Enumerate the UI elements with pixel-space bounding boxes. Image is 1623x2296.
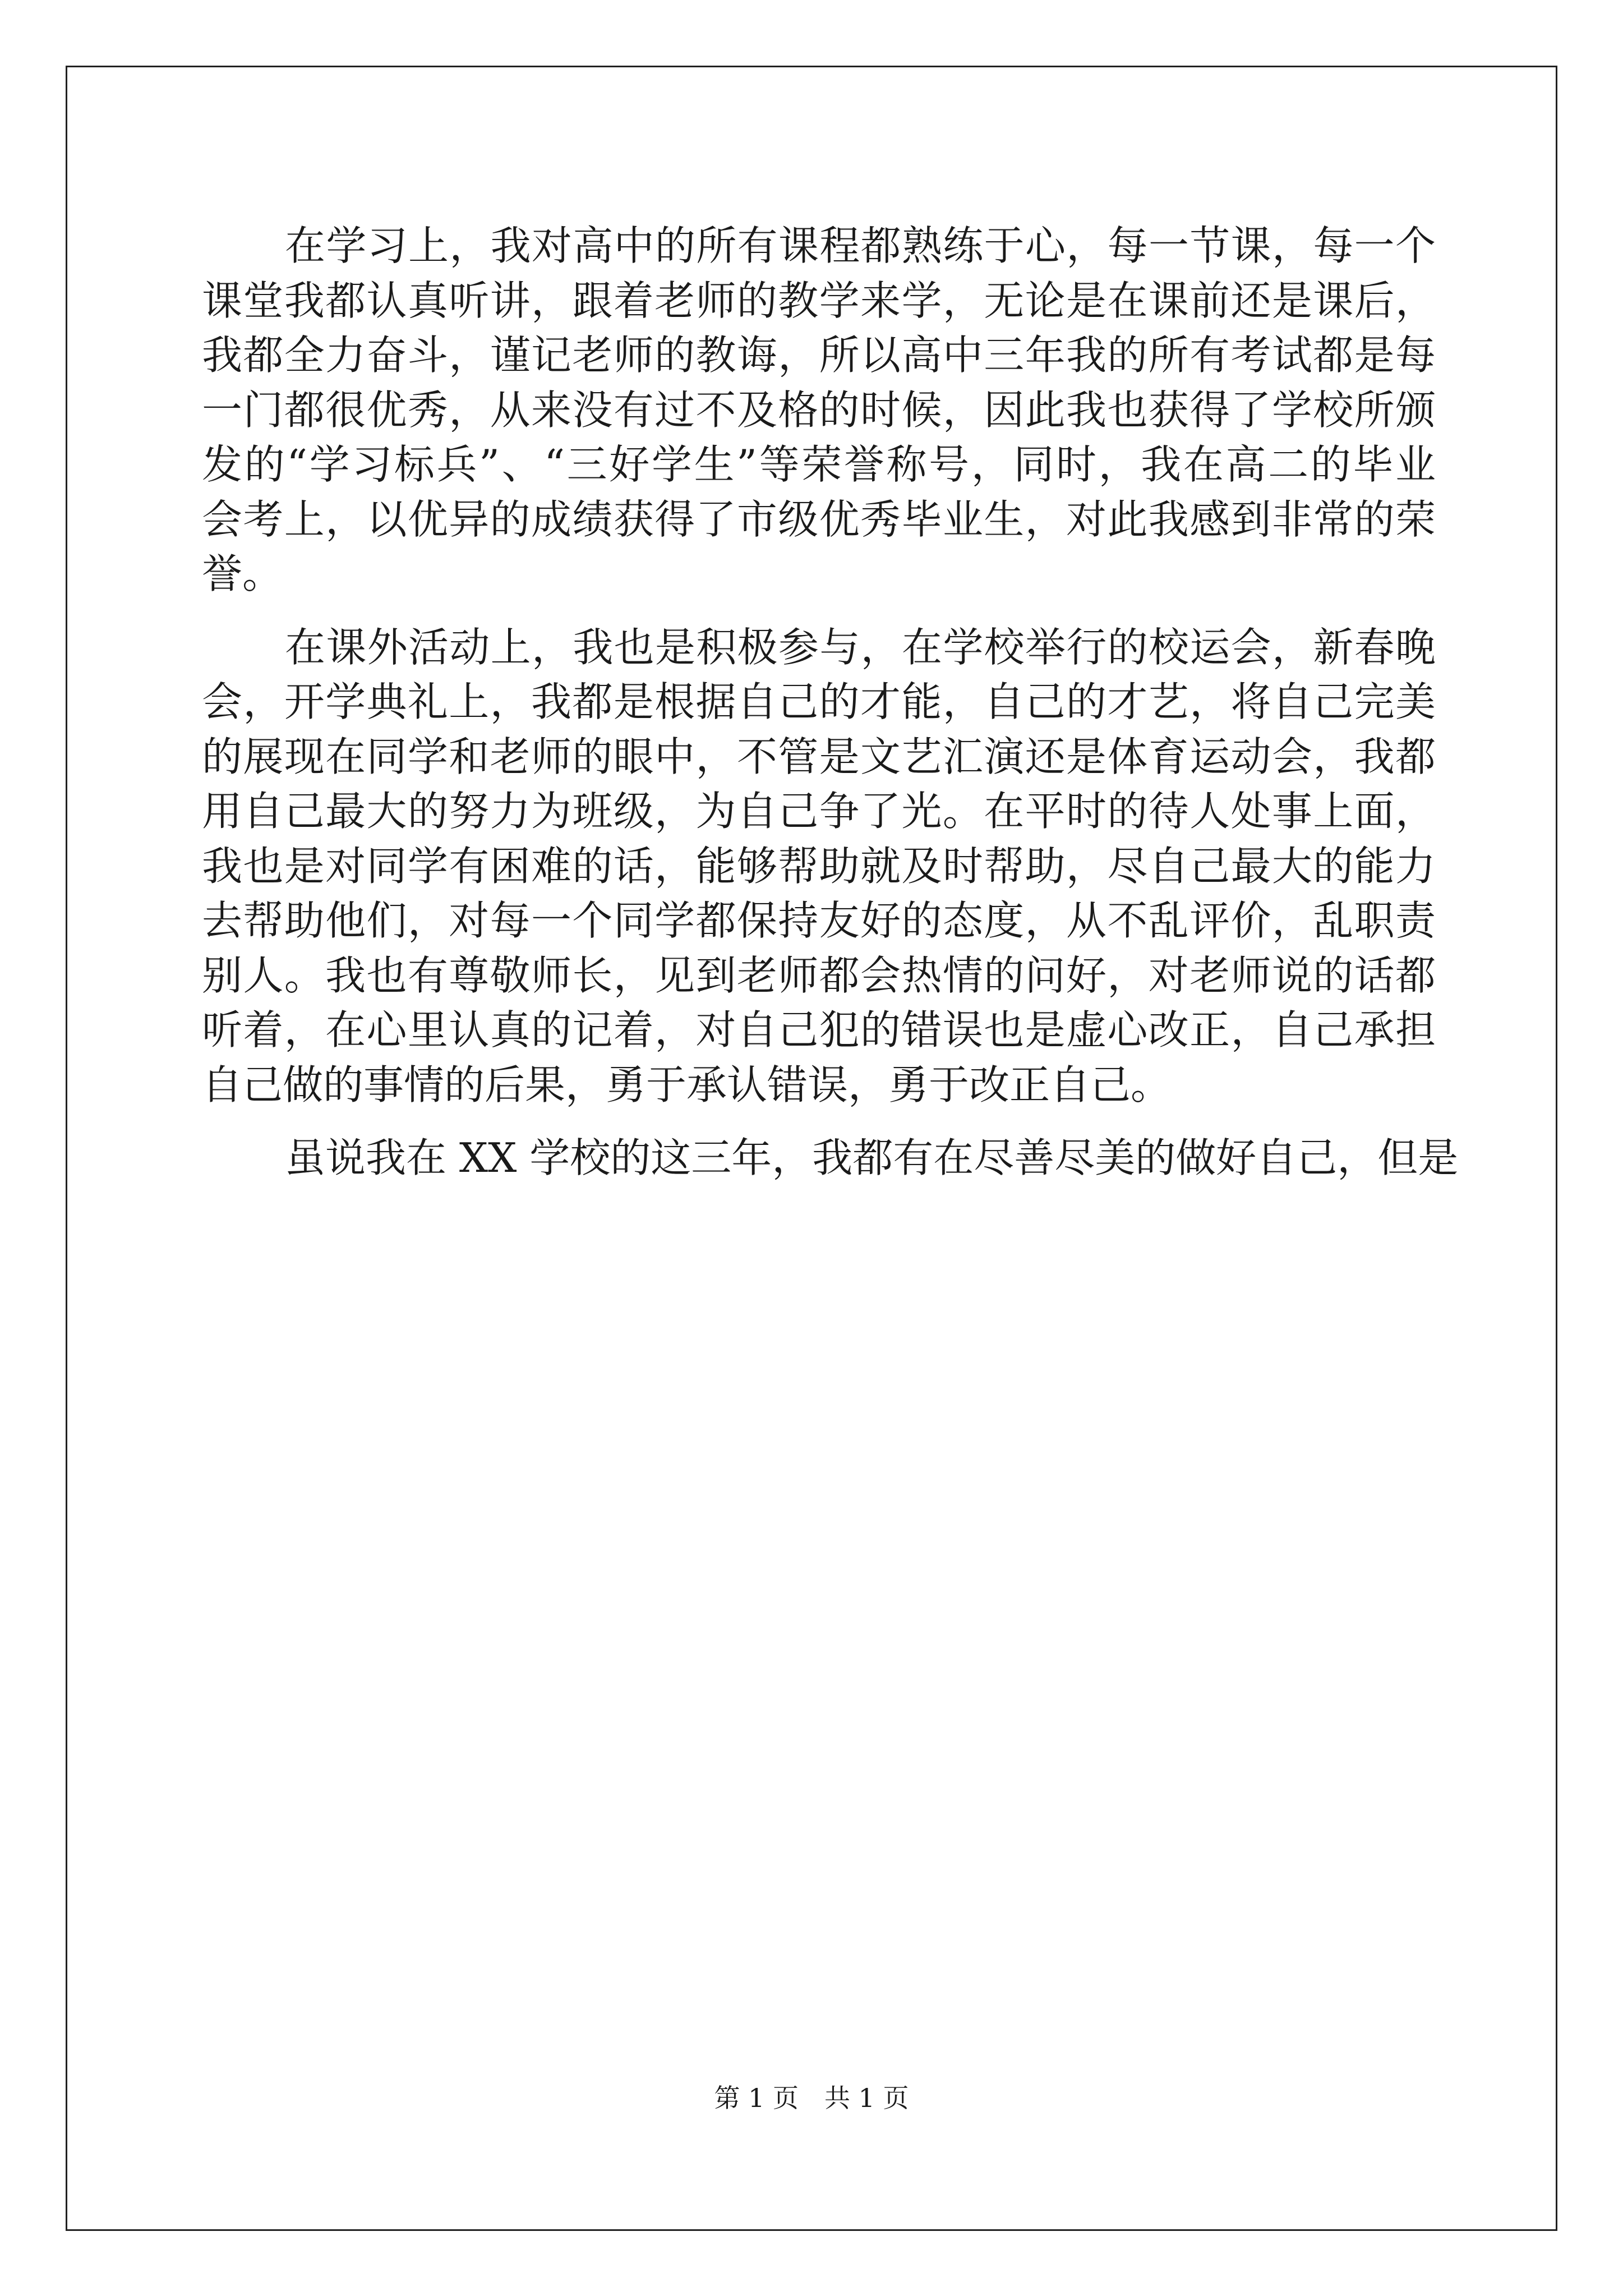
text-line: 在课外活动上，我也是积极参与，在学校举行的校运会，新春晚 xyxy=(285,623,1436,671)
text-line: 的展现在同学和老师的眼中，不管是文艺汇演还是体育运动会，我都 xyxy=(202,733,1436,780)
text-line: 我也是对同学有困难的话，能够帮助就及时帮助，尽自己最大的能力 xyxy=(202,842,1436,890)
text-line: 去帮助他们，对每一个同学都保持友好的态度，从不乱评价，乱职责 xyxy=(202,897,1436,944)
text-line: 会，开学典礼上，我都是根据自己的才能，自己的才艺，将自己完美 xyxy=(202,678,1436,725)
paragraph-academic xyxy=(202,219,1436,602)
text-line: 自己做的事情的后果，勇于承认错误，勇于改正自己。 xyxy=(202,1061,1172,1108)
text-line: 发的“学习标兵”、“三好学生”等荣誉称号，同时，我在高二的毕业 xyxy=(202,441,1436,488)
document-body xyxy=(202,219,1459,1186)
text-line: 虽说我在 XX 学校的这三年，我都有在尽善尽美的做好自己，但是 xyxy=(285,1134,1459,1181)
text-line: 一门都很优秀，从来没有过不及格的时候，因此我也获得了学校所颁 xyxy=(202,386,1436,434)
page-footer: 第 1 页 共 1 页 xyxy=(714,2083,909,2113)
text-line: 在学习上，我对高中的所有课程都熟练于心，每一节课，每一个 xyxy=(285,222,1436,269)
text-line: 听着，在心里认真的记着，对自己犯的错误也是虚心改正，自己承担 xyxy=(202,1006,1436,1053)
text-line: 誉。 xyxy=(202,550,283,597)
text-line: 会考上，以优异的成绩获得了市级优秀毕业生，对此我感到非常的荣 xyxy=(202,495,1436,543)
paragraph-summary xyxy=(202,1131,1459,1186)
paragraph-activities xyxy=(202,620,1436,1113)
text-line: 课堂我都认真听讲，跟着老师的教学来学，无论是在课前还是课后， xyxy=(202,277,1436,324)
text-line: 用自己最大的努力为班级，为自己争了光。在平时的待人处事上面， xyxy=(202,788,1436,835)
text-line: 我都全力奋斗，谨记老师的教诲，所以高中三年我的所有考试都是每 xyxy=(202,332,1436,379)
text-line: 别人。我也有尊敬师长，见到老师都会热情的问好，对老师说的话都 xyxy=(202,951,1436,999)
